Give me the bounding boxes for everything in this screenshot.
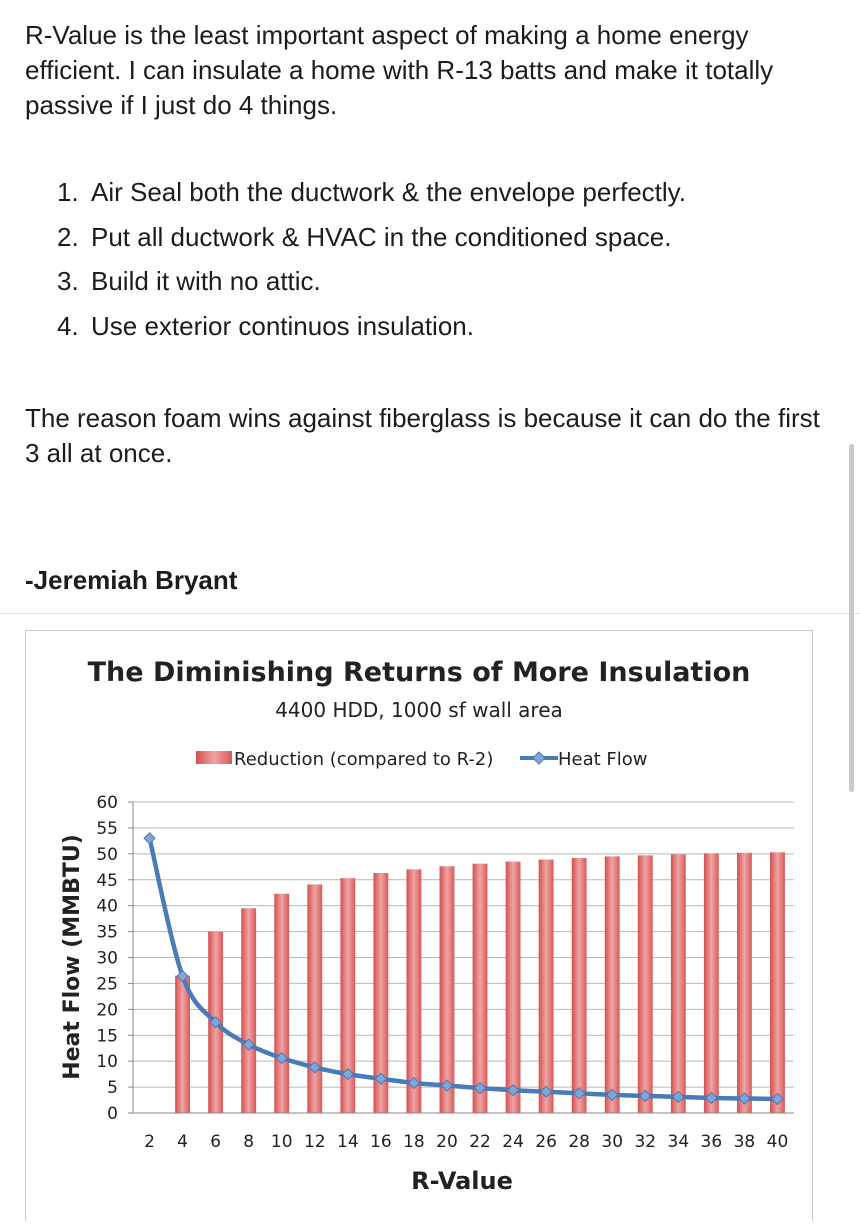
x-tick-label: 6 <box>210 1132 222 1152</box>
x-tick-label: 30 <box>601 1132 624 1152</box>
bar-reduction <box>175 976 190 1113</box>
y-tick-label: 35 <box>96 922 118 943</box>
y-tick-label: 40 <box>96 896 118 917</box>
list-item-number: 4. <box>57 310 79 341</box>
bar-reduction <box>572 858 587 1113</box>
list-item-text: Air Seal both the ductwork & the envelope perfectly. <box>91 177 686 207</box>
bar-reduction <box>274 894 289 1113</box>
post-content <box>25 18 840 595</box>
author-signature: -Jeremiah Bryant <box>25 565 238 595</box>
x-tick-label: 40 <box>766 1132 789 1152</box>
bar-reduction <box>638 855 653 1113</box>
legend-marker-heatflow <box>533 752 545 764</box>
y-tick-label: 50 <box>96 844 118 865</box>
line-series <box>144 833 783 1105</box>
bar-reduction <box>440 866 455 1113</box>
chart-title: The Diminishing Returns of More Insulation <box>87 657 751 688</box>
y-tick-label: 15 <box>96 1026 118 1047</box>
bar-reduction <box>307 884 322 1113</box>
y-axis-label: Heat Flow (MMBTU) <box>60 834 85 1080</box>
x-tick-label: 34 <box>667 1132 690 1152</box>
insulation-chart <box>26 631 812 1221</box>
bar-reduction <box>770 852 785 1113</box>
x-tick-label: 20 <box>436 1132 458 1152</box>
bar-reduction <box>406 869 421 1113</box>
x-tick-label: 4 <box>177 1132 188 1152</box>
x-axis-ticks <box>144 1132 788 1152</box>
y-tick-label: 55 <box>96 818 118 839</box>
y-tick-label: 10 <box>96 1052 118 1073</box>
bar-reduction <box>704 853 719 1113</box>
y-tick-label: 30 <box>96 948 118 969</box>
x-tick-label: 14 <box>337 1132 359 1152</box>
x-tick-label: 38 <box>733 1132 756 1152</box>
x-tick-label: 36 <box>700 1132 723 1152</box>
y-tick-label: 25 <box>96 974 118 995</box>
bar-reduction <box>539 860 554 1113</box>
x-tick-label: 24 <box>502 1132 524 1152</box>
list-item <box>57 170 686 215</box>
x-tick-label: 32 <box>634 1132 657 1152</box>
x-tick-label: 22 <box>469 1132 491 1152</box>
post-paragraph-reason: The reason foam wins against fiberglass is because it can do the first 3 all at once. <box>25 403 820 468</box>
chart-image <box>25 630 813 1221</box>
y-tick-label: 60 <box>96 793 118 813</box>
x-tick-label: 12 <box>303 1132 326 1152</box>
x-tick-label: 26 <box>535 1132 557 1152</box>
list-item <box>57 304 686 349</box>
x-axis-label: R-Value <box>411 1167 513 1195</box>
y-tick-label: 5 <box>107 1078 118 1099</box>
bar-reduction <box>671 854 686 1113</box>
legend-swatch-reduction <box>196 751 232 764</box>
chart-gridlines <box>133 802 794 1087</box>
bar-reduction <box>605 856 620 1113</box>
bar-reduction <box>473 864 488 1113</box>
heat-flow-point <box>144 833 155 844</box>
list-item <box>57 259 686 304</box>
steps-list <box>57 170 686 348</box>
x-tick-label: 10 <box>270 1132 293 1152</box>
post-paragraph-intro: R-Value is the least important aspect of making a home energy efficient. I can insulate a home with R-13 batts and make it totally passive if I just do 4 things. <box>25 20 774 120</box>
bar-reduction <box>506 862 521 1113</box>
y-tick-label: 20 <box>96 1000 118 1021</box>
list-item-number: 1. <box>57 177 79 207</box>
list-item-number: 3. <box>57 266 79 296</box>
bar-reduction <box>737 853 752 1113</box>
x-tick-label: 8 <box>243 1132 255 1152</box>
x-tick-label: 16 <box>370 1132 392 1152</box>
y-axis-ticks <box>96 793 133 1124</box>
chart-subtitle: 4400 HDD, 1000 sf wall area <box>275 698 563 722</box>
scrollbar-thumb[interactable] <box>849 444 854 792</box>
y-tick-label: 0 <box>107 1104 118 1124</box>
legend-label-heatflow: Heat Flow <box>558 749 648 770</box>
list-item-text: Use exterior continuos insulation. <box>91 310 474 341</box>
chart-legend <box>196 749 648 770</box>
x-tick-label: 18 <box>403 1132 425 1152</box>
list-item-text: Build it with no attic. <box>91 266 321 296</box>
list-item-number: 2. <box>57 221 79 252</box>
content-divider <box>0 613 860 614</box>
y-tick-label: 45 <box>96 870 118 891</box>
bar-series <box>175 852 785 1113</box>
legend-label-reduction: Reduction (compared to R-2) <box>234 749 494 770</box>
x-tick-label: 28 <box>568 1132 590 1152</box>
x-tick-label: 2 <box>144 1132 155 1152</box>
list-item <box>57 215 686 260</box>
bar-reduction <box>241 908 256 1113</box>
list-item-text: Put all ductwork & HVAC in the conditioned space. <box>91 221 672 252</box>
